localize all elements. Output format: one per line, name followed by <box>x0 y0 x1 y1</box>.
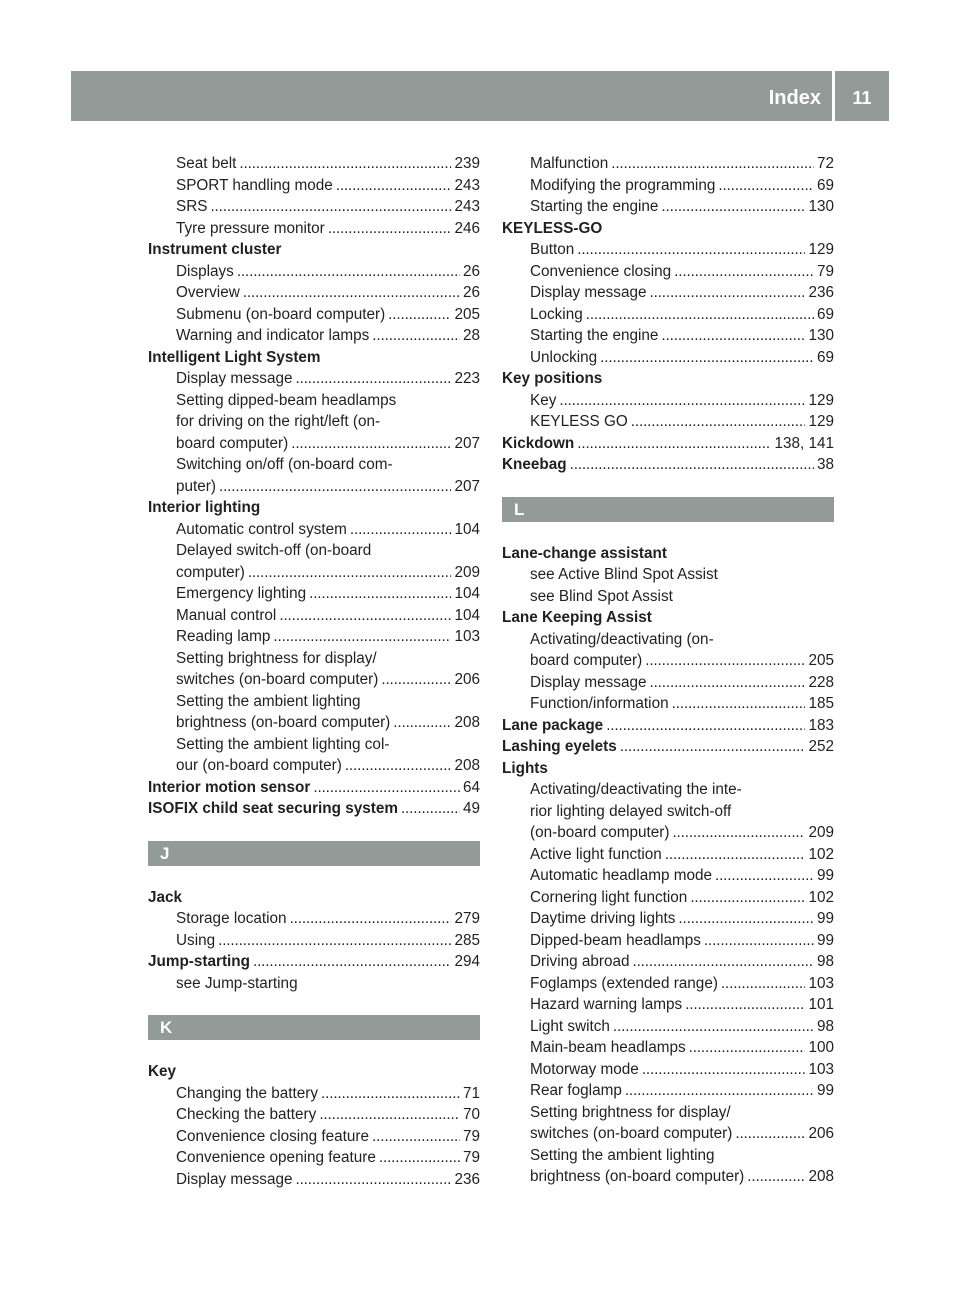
index-entry: Checking the battery . . . 70 <box>148 1104 480 1126</box>
index-entry: SRS . . . 243 <box>148 196 480 218</box>
index-entry: Main-beam headlamps . . . 100 <box>502 1037 834 1059</box>
index-entry: switches (on-board computer) . . . 206 <box>148 669 480 691</box>
index-heading: Lashing eyelets . . . 252 <box>502 736 834 758</box>
index-entry: Display message . . . 236 <box>502 282 834 304</box>
index-entry: Starting the engine . . . 130 <box>502 325 834 347</box>
index-heading: Lane-change assistant <box>502 544 667 562</box>
index-heading: Key positions <box>502 370 603 387</box>
index-entry: Driving abroad . . . 98 <box>502 951 834 973</box>
index-entry: Convenience closing . . . 79 <box>502 261 834 283</box>
index-entry-text: rior lighting delayed switch-off <box>530 802 732 820</box>
index-entry: Starting the engine . . . 130 <box>502 196 834 218</box>
index-entry: Submenu (on-board computer) . . . 205 <box>148 304 480 326</box>
index-entry-text: Activating/deactivating (on- <box>530 630 714 648</box>
index-entry: puter) . . . 207 <box>148 476 480 498</box>
index-header-bar <box>71 71 889 121</box>
index-heading: Kneebag . . . 38 <box>502 454 834 476</box>
index-heading: Key <box>148 1063 177 1080</box>
index-entry: brightness (on-board computer) . . . 208 <box>502 1166 834 1188</box>
index-entry: Seat belt . . . 239 <box>148 153 480 175</box>
index-entry: Light switch . . . 98 <box>502 1016 834 1038</box>
index-entry-text: Switching on/off (on-board com- <box>176 456 393 473</box>
index-heading: Jack <box>148 888 183 906</box>
index-entry: Automatic control system . . . 104 <box>148 519 480 541</box>
index-column-left <box>148 153 480 1190</box>
index-entry: Motorway mode . . . 103 <box>502 1059 834 1081</box>
index-entry: Convenience opening feature . . . 79 <box>148 1147 480 1169</box>
index-entry-text: Activating/deactivating the inte- <box>530 781 742 798</box>
index-entry: Manual control . . . 104 <box>148 605 480 627</box>
page-number: 11 <box>852 88 872 108</box>
index-entry-text: Setting brightness for display/ <box>530 1103 731 1121</box>
index-entry-text: Setting the ambient lighting col- <box>176 735 390 753</box>
index-entry: computer) . . . 209 <box>148 562 480 584</box>
index-column-right <box>502 153 834 1188</box>
index-entry: Key . . . 129 <box>502 390 834 412</box>
index-entry: our (on-board computer) . . . 208 <box>148 755 480 777</box>
index-entry: Display message . . . 228 <box>502 672 834 694</box>
index-entry: Function/information . . . 185 <box>502 693 834 715</box>
index-entry: Changing the battery . . . 71 <box>148 1083 480 1105</box>
index-entry: Active light function . . . 102 <box>502 844 834 866</box>
section-header-l: L <box>502 497 834 522</box>
index-entry-text: Setting the ambient lighting <box>176 692 361 710</box>
index-see-also: see Blind Spot Assist <box>530 587 673 605</box>
index-entry: Warning and indicator lamps . . . 28 <box>148 325 480 347</box>
index-entry: Cornering light function . . . 102 <box>502 887 834 909</box>
index-entry: board computer) . . . 207 <box>148 433 480 455</box>
index-heading: Lane package . . . 183 <box>502 715 834 737</box>
index-heading: KEYLESS-GO <box>502 219 603 237</box>
index-heading: Lights <box>502 759 548 777</box>
index-entry: (on-board computer) . . . 209 <box>502 822 834 844</box>
index-entry: Dipped-beam headlamps . . . 99 <box>502 930 834 952</box>
index-see-also: see Jump-starting <box>176 974 298 992</box>
index-entry: board computer) . . . 205 <box>502 650 834 672</box>
index-heading: Instrument cluster <box>148 241 282 258</box>
index-entry: Hazard warning lamps . . . 101 <box>502 994 834 1016</box>
index-heading: Interior motion sensor . . . 64 <box>148 777 480 799</box>
index-entry: SPORT handling mode . . . 243 <box>148 175 480 197</box>
index-entry: Overview . . . 26 <box>148 282 480 304</box>
index-entry-text: Setting brightness for display/ <box>176 649 377 667</box>
index-heading: Lane Keeping Assist <box>502 609 652 626</box>
section-header-k: K <box>148 1015 480 1040</box>
index-entry: Modifying the programming . . . 69 <box>502 175 834 197</box>
index-entry: Tyre pressure monitor . . . 246 <box>148 218 480 240</box>
header-title: Index <box>768 87 821 109</box>
index-entry: Reading lamp . . . 103 <box>148 626 480 648</box>
index-entry: Button . . . 129 <box>502 239 834 261</box>
index-entry: Storage location . . . 279 <box>148 908 480 930</box>
section-header-j: J <box>148 841 480 866</box>
index-entry: switches (on-board computer) . . . 206 <box>502 1123 834 1145</box>
index-heading: Kickdown . . . 138, 141 <box>502 433 834 455</box>
index-entry: Convenience closing feature . . . 79 <box>148 1126 480 1148</box>
index-entry: Emergency lighting . . . 104 <box>148 583 480 605</box>
index-entry: brightness (on-board computer) . . . 208 <box>148 712 480 734</box>
index-entry: Display message . . . 223 <box>148 368 480 390</box>
index-entry: Foglamps (extended range) . . . 103 <box>502 973 834 995</box>
index-entry: Automatic headlamp mode . . . 99 <box>502 865 834 887</box>
index-entry-text: for driving on the right/left (on- <box>176 413 381 430</box>
index-entry: Using . . . 285 <box>148 930 480 952</box>
index-entry: Unlocking . . . 69 <box>502 347 834 369</box>
index-heading: Interior lighting <box>148 499 261 516</box>
index-heading: ISOFIX child seat securing system . . . 49 <box>148 798 480 820</box>
index-entry: Malfunction . . . 72 <box>502 153 834 175</box>
index-entry: Displays . . . 26 <box>148 261 480 283</box>
index-entry: KEYLESS GO . . . 129 <box>502 411 834 433</box>
index-entry: Display message . . . 236 <box>148 1169 480 1191</box>
index-heading: Jump-starting . . . 294 <box>148 951 480 973</box>
index-entry: Locking . . . 69 <box>502 304 834 326</box>
index-entry-text: Setting the ambient lighting <box>530 1146 715 1164</box>
index-heading: Intelligent Light System <box>148 348 321 366</box>
index-entry: Rear foglamp . . . 99 <box>502 1080 834 1102</box>
index-entry: Daytime driving lights . . . 99 <box>502 908 834 930</box>
index-entry-text: Setting dipped-beam headlamps <box>176 391 397 409</box>
index-entry-text: Delayed switch-off (on-board <box>176 542 372 559</box>
index-see-also: see Active Blind Spot Assist <box>530 566 718 583</box>
